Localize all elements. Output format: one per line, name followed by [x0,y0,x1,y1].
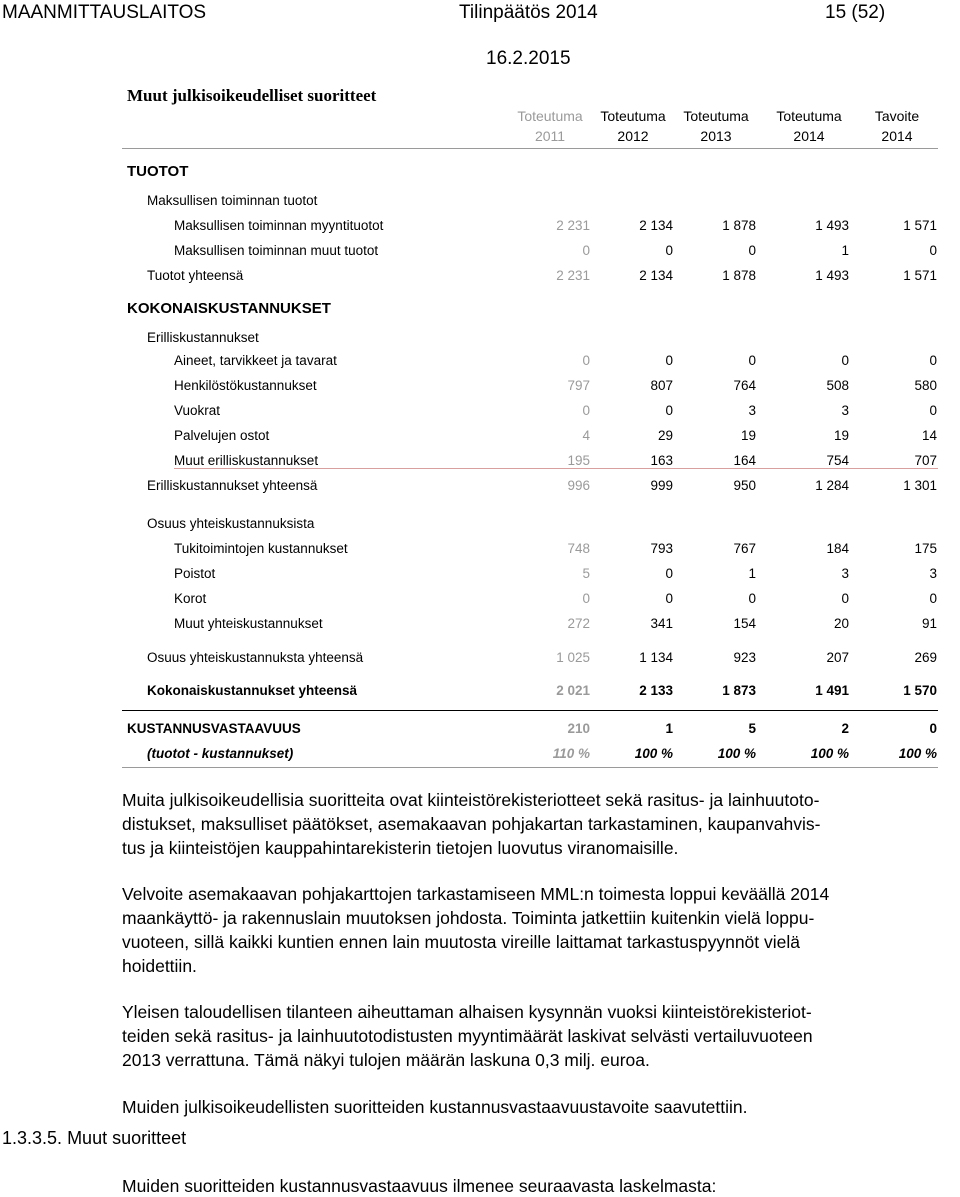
table-row [0,650,960,670]
column-header-line1: Toteutuma [600,108,666,124]
row-label: Tuotot yhteensä [147,268,244,283]
cell-col-1: 1 025 [556,650,590,665]
cell-col-2: 0 [665,243,673,258]
row-label: Erilliskustannukset yhteensä [147,478,318,493]
table-row [0,378,960,398]
cell-col-3: 19 [740,428,756,443]
cell-col-2: 100 % [634,746,673,761]
cell-col-3: 0 [748,243,756,258]
cell-col-1: 0 [582,353,590,368]
table-row [0,403,960,423]
cell-col-4: 2 [841,721,849,736]
cell-col-5: 14 [921,428,937,443]
paragraph-line: Yleisen taloudellisen tilanteen aiheuttaman alhaisen kysynnän vuoksi kiinteistörekisteriot- [122,1002,812,1022]
cell-col-2: 0 [665,403,673,418]
cell-col-1: 5 [582,566,590,581]
table-row [0,428,960,448]
org-name: MAANMITTAUSLAITOS [2,2,207,23]
cell-col-1: 0 [582,403,590,418]
document-date: 16.2.2015 [486,48,571,69]
cell-col-2: 807 [650,378,673,393]
row-label: KOKONAISKUSTANNUKSET [127,300,331,317]
cell-col-3: 3 [748,403,756,418]
cell-col-1: 272 [567,616,590,631]
cell-col-5: 0 [929,721,937,736]
cell-col-5: 91 [921,616,937,631]
cell-col-5: 100 % [898,746,937,761]
header-divider [122,148,938,149]
row-label: Erilliskustannukset [147,330,259,345]
group-label-row [0,516,960,536]
table-row [0,721,960,741]
cell-col-2: 2 134 [639,268,673,283]
column-header-3 [671,106,761,146]
row-label: Maksullisen toiminnan myyntituotot [174,218,384,233]
cell-col-4: 1 491 [815,683,849,698]
column-header-line2: 2014 [793,128,825,144]
group-label-row [0,330,960,350]
cell-col-1: 2 231 [556,218,590,233]
paragraph-line: tus ja kiinteistöjen kauppahintarekisterin tietojen luovutus viranomaisille. [122,838,679,858]
cell-col-5: 707 [914,453,937,468]
paragraph-line: vuoteen, sillä kaikki kuntien ennen lain muutosta vireille laittamat tarkastuspyynnöt vielä [122,932,800,952]
cell-col-3: 950 [733,478,756,493]
row-label: Osuus yhteiskustannuksista [147,516,315,531]
total-rule [122,710,938,711]
column-header-line2: 2014 [881,128,913,144]
row-label: Korot [174,591,207,606]
table-row [0,268,960,288]
cell-col-3: 767 [733,541,756,556]
cell-col-5: 0 [929,353,937,368]
cell-col-4: 100 % [810,746,849,761]
page-number: 15 (52) [825,2,886,23]
cell-col-1: 2 231 [556,268,590,283]
paragraph-line: Muiden julkisoikeudellisten suoritteiden kustannusvastaavuustavoite saavutettiin. [122,1097,748,1117]
cell-col-4: 20 [833,616,849,631]
row-label: Aineet, tarvikkeet ja tavarat [174,353,337,368]
cell-col-3: 164 [733,453,756,468]
table-row [0,541,960,561]
row-label: Muut erilliskustannukset [174,453,319,468]
cell-col-4: 207 [826,650,849,665]
row-label: Osuus yhteiskustannuksta yhteensä [147,650,364,665]
table-row [0,683,960,703]
paragraph [122,882,960,978]
table-row [0,616,960,636]
row-label: Palvelujen ostot [174,428,270,443]
column-header-line1: Tavoite [874,108,920,124]
document-title: Tilinpäätös 2014 [459,2,598,23]
cell-col-5: 3 [929,566,937,581]
cell-col-1: 0 [582,243,590,258]
column-header-2 [588,106,678,146]
cell-col-1: 110 % [552,746,590,761]
paragraph [122,788,960,860]
table-bottom-rule [122,767,938,768]
paragraph [122,1095,960,1119]
column-header-line2: 2011 [534,128,566,144]
cell-col-1: 2 021 [556,683,590,698]
section-number: 1.3.3.5. [2,1128,63,1148]
cell-col-3: 0 [748,591,756,606]
row-label: Tukitoimintojen kustannukset [174,541,348,556]
cell-col-5: 580 [914,378,937,393]
cell-col-1: 748 [567,541,590,556]
cell-col-3: 5 [748,721,756,736]
cell-col-4: 3 [841,403,849,418]
cell-col-4: 3 [841,566,849,581]
cell-col-4: 508 [826,378,849,393]
cell-col-5: 1 301 [903,478,937,493]
cell-col-3: 764 [733,378,756,393]
cell-col-4: 1 493 [815,268,849,283]
cell-col-4: 754 [826,453,849,468]
cell-col-5: 0 [929,591,937,606]
table-row [0,353,960,373]
section-row [0,300,960,320]
cell-col-2: 793 [650,541,673,556]
table-row [0,478,960,498]
column-header-line2: 2013 [700,128,732,144]
cell-col-3: 1 878 [722,268,756,283]
row-label: Kokonaiskustannukset yhteensä [147,683,358,698]
row-label: Maksullisen toiminnan tuotot [147,193,318,208]
table-title: Muut julkisoikeudelliset suoritteet [127,86,377,105]
cell-col-2: 0 [665,353,673,368]
column-header-4 [764,106,854,146]
cell-col-2: 999 [650,478,673,493]
section-heading [2,1128,186,1149]
cell-col-5: 1 570 [903,683,937,698]
cell-col-1: 996 [567,478,590,493]
column-header-line2: 2012 [617,128,649,144]
paragraph-line: Velvoite asemakaavan pohjakarttojen tarkastamiseen MML:n toimesta loppui keväällä 2014 [122,884,830,904]
cell-col-5: 269 [914,650,937,665]
row-label: TUOTOT [127,163,189,180]
cell-col-3: 100 % [717,746,756,761]
cell-col-1: 0 [582,591,590,606]
cell-col-2: 341 [650,616,673,631]
cell-col-1: 195 [567,453,590,468]
cell-col-4: 0 [841,353,849,368]
table-row [0,591,960,611]
section-title: Muut suoritteet [67,1128,187,1148]
cell-col-1: 4 [582,428,590,443]
section-row [0,163,960,183]
paragraph-line: 2013 verrattuna. Tämä näkyi tulojen määrän laskuna 0,3 milj. euroa. [122,1050,650,1070]
paragraph [122,1000,960,1072]
cell-col-5: 1 571 [903,268,937,283]
cell-col-4: 1 [841,243,849,258]
cell-col-3: 923 [733,650,756,665]
paragraph-line: hoidettiin. [122,956,197,976]
row-label: (tuotot - kustannukset) [147,746,294,761]
row-label: Muut yhteiskustannukset [174,616,323,631]
cell-col-5: 0 [929,243,937,258]
cell-col-5: 0 [929,403,937,418]
row-label: Vuokrat [174,403,221,418]
cell-col-2: 0 [665,591,673,606]
group-label-row [0,193,960,213]
cell-col-3: 1 873 [722,683,756,698]
row-label: Henkilöstökustannukset [174,378,317,393]
subtotal-rule [174,468,938,469]
paragraph-line: distukset, maksulliset päätökset, asemakaavan pohjakartan tarkastaminen, kaupanvahvis- [122,814,821,834]
table-row [0,453,960,473]
paragraph-line: Muita julkisoikeudellisia suoritteita ovat kiinteistörekisteriotteet sekä rasitus- ja lainhuutoto- [122,790,820,810]
column-header-line1: Toteutuma [776,108,842,124]
paragraph-line: teiden sekä rasitus- ja lainhuutotodistusten myyntimäärät laskivat selvästi vertailuvuoteen [122,1026,813,1046]
cell-col-5: 175 [914,541,937,556]
cell-col-2: 1 [665,721,673,736]
table-row [0,746,960,766]
cell-col-2: 2 133 [639,683,673,698]
cell-col-5: 1 571 [903,218,937,233]
cell-col-3: 1 878 [722,218,756,233]
cell-col-2: 1 134 [639,650,673,665]
cell-col-1: 210 [567,721,590,736]
last-line: Muiden suoritteiden kustannusvastaavuus ilmenee seuraavasta laskelmasta: [122,1176,717,1196]
cell-col-2: 163 [650,453,673,468]
cell-col-4: 184 [826,541,849,556]
column-header-line1: Toteutuma [683,108,749,124]
cell-col-4: 1 493 [815,218,849,233]
row-label: Maksullisen toiminnan muut tuotot [174,243,379,258]
paragraph-line: maankäyttö- ja rakennuslain muutoksen johdosta. Toiminta jatkettiin kuitenkin vielä loppu- [122,908,815,928]
cell-col-3: 154 [733,616,756,631]
column-header-1 [505,106,595,146]
cell-col-4: 19 [833,428,849,443]
cell-col-4: 1 284 [815,478,849,493]
cell-col-2: 0 [665,566,673,581]
cell-col-3: 1 [748,566,756,581]
cell-col-2: 29 [657,428,673,443]
table-row [0,218,960,238]
cell-col-3: 0 [748,353,756,368]
cell-col-4: 0 [841,591,849,606]
column-header-line1: Toteutuma [517,108,583,124]
cell-col-1: 797 [567,378,590,393]
row-label: Poistot [174,566,216,581]
table-row [0,566,960,586]
cell-col-2: 2 134 [639,218,673,233]
table-row [0,243,960,263]
row-label: KUSTANNUSVASTAAVUUS [127,721,301,736]
column-header-5 [852,106,942,146]
